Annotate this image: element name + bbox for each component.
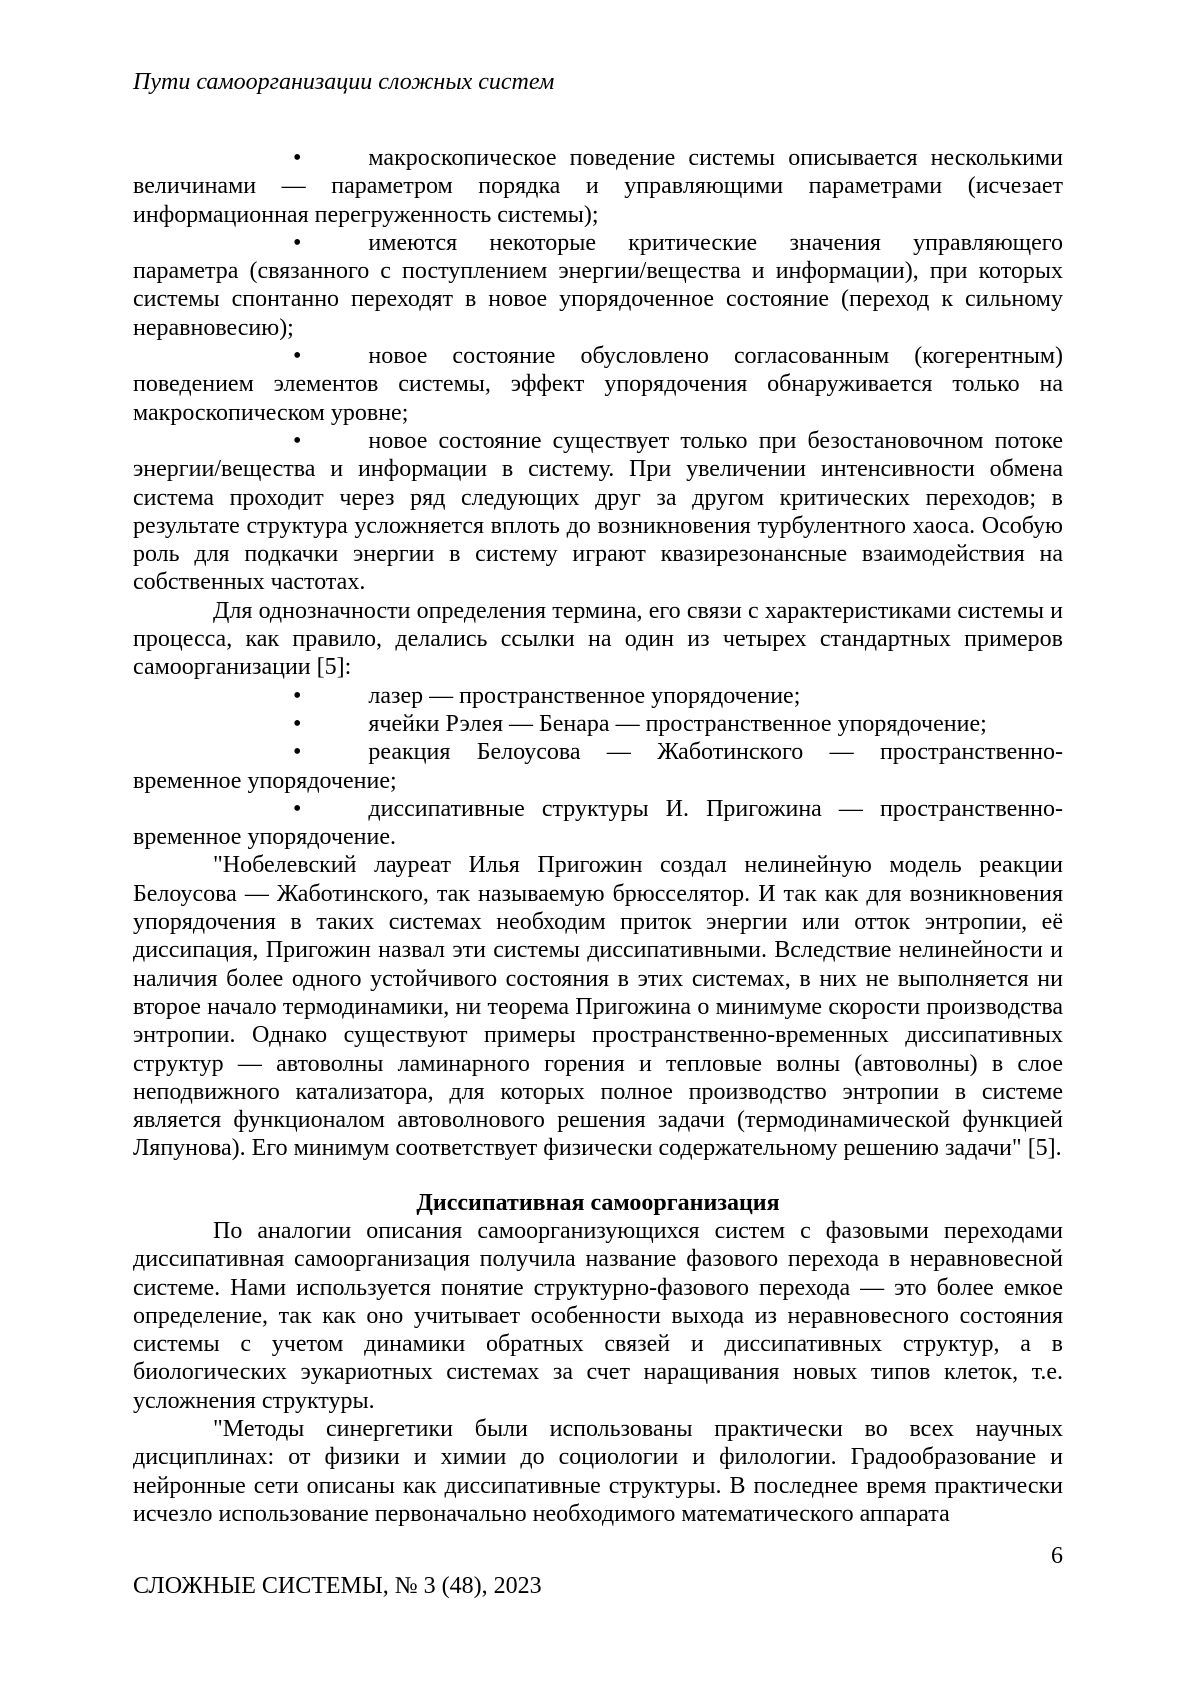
bullet-icon: •: [293, 229, 302, 256]
section-heading: Диссипативная самоорганизация: [416, 1189, 780, 1216]
bullet-item: [133, 682, 1063, 710]
bullet-text: новое состояние существует только при безостановочном потоке энергии/вещества и информации в систему. При увеличении интенсивности обмена система проходит через ряд следующих друг за другом критических переходов; в результате структура усложняется вплоть до возникновения турбулентного хаоса. Особую роль для подкачки энергии в систему играют квазирезонансные взаимодействия на собственных частотах.: [133, 427, 1063, 596]
paragraph: По аналогии описания самоорганизующихся систем с фазовыми переходами диссипативная самоорганизация получила название фазового перехода в неравновесной системе. Нами используется понятие структурно-фазового перехода — это более емкое определение, так как оно учитывает особенности выхода из неравновесного состояния системы с учетом динамики обратных связей и диссипативных структур, а в биологических эукариотных системах за счет наращивания новых типов клеток, т.е. усложнения структуры.: [133, 1217, 1063, 1414]
bullet-icon: •: [293, 145, 302, 171]
bullet-icon: •: [293, 795, 302, 822]
paragraph: "Нобелевский лауреат Илья Пригожин создал нелинейную модель реакции Белоусова — Жаботинского, так называемую брюсселятор. И так как для возникновения упорядочения в таких системах необходим приток энергии или отток энтропии, её диссипация, Пригожин назвал эти системы диссипативными. Вследствие нелинейности и наличия более одного устойчивого состояния в этих системах, в них не выполняется ни второе начало термодинамики, ни теорема Пригожина о минимуме скорости производства энтропии. Однако существуют примеры пространственно-временных диссипативных структур — автоволны ламинарного горения и тепловые волны (автоволны) в слое неподвижного катализатора, для которых полное производство энтропии в системе является функционалом автоволнового решения задачи (термодинамической функцией Ляпунова). Его минимум соответствует физически содержательному решению задачи" [5].: [133, 852, 1063, 1162]
bullet-text: макроскопическое поведение системы описывается несколькими величинами — параметром порядка и управляющими параметрами (исчезает информационная перегруженность системы);: [133, 145, 1063, 228]
bullet-text: новое состояние обусловлено согласованным (когерентным) поведением элементов системы, эффект упорядочения обнаруживается только на макроскопическом уровне;: [133, 343, 1063, 426]
bullet-item: [133, 342, 1063, 427]
bullet-icon: •: [293, 427, 302, 454]
running-header: Пути самоорганизации сложных систем: [133, 69, 555, 95]
bullet-icon: •: [293, 343, 302, 370]
paragraph: "Методы синергетики были использованы практически во всех научных дисциплинах: от физики и химии до социологии и филологии. Градообразование и нейронные сети описаны как диссипативные структуры. В последнее время практически исчезло использование первоначально необходимого математического аппарата: [133, 1416, 1063, 1527]
bullet-item: [133, 710, 1063, 738]
bullet-text: лазер — пространственное упорядочение;: [368, 682, 801, 709]
document-body: [133, 144, 1063, 1528]
bullet-icon: •: [293, 739, 302, 766]
paragraph: Для однозначности определения термина, его связи с характеристиками системы и процесса, как правило, делались ссылки на один из четырех стандартных примеров самоорганизации [5]:: [133, 597, 1063, 681]
bullet-text: ячейки Рэлея — Бенара — пространственное упорядочение;: [368, 710, 987, 737]
bullet-text: диссипативные структуры И. Пригожина — пространственно-временное упорядочение.: [133, 795, 1063, 851]
journal-footer: СЛОЖНЫЕ СИСТЕМЫ, № 3 (48), 2023: [133, 1573, 542, 1599]
bullet-item: [133, 427, 1063, 597]
bullet-icon: •: [293, 710, 302, 737]
page-number: 6: [1051, 1543, 1063, 1569]
bullet-item: [133, 229, 1063, 342]
bullet-text: реакция Белоусова — Жаботинского — пространственно-временное упорядочение;: [133, 739, 1063, 794]
bullet-item: [133, 795, 1063, 852]
bullet-item: [133, 144, 1063, 229]
bullet-item: [133, 738, 1063, 795]
bullet-text: имеются некоторые критические значения управляющего параметра (связанного с поступлением энергии/вещества и информации), при которых системы спонтанно переходят в новое упорядоченное состояние (переход к сильному неравновесию);: [133, 229, 1063, 341]
bullet-icon: •: [293, 682, 302, 709]
